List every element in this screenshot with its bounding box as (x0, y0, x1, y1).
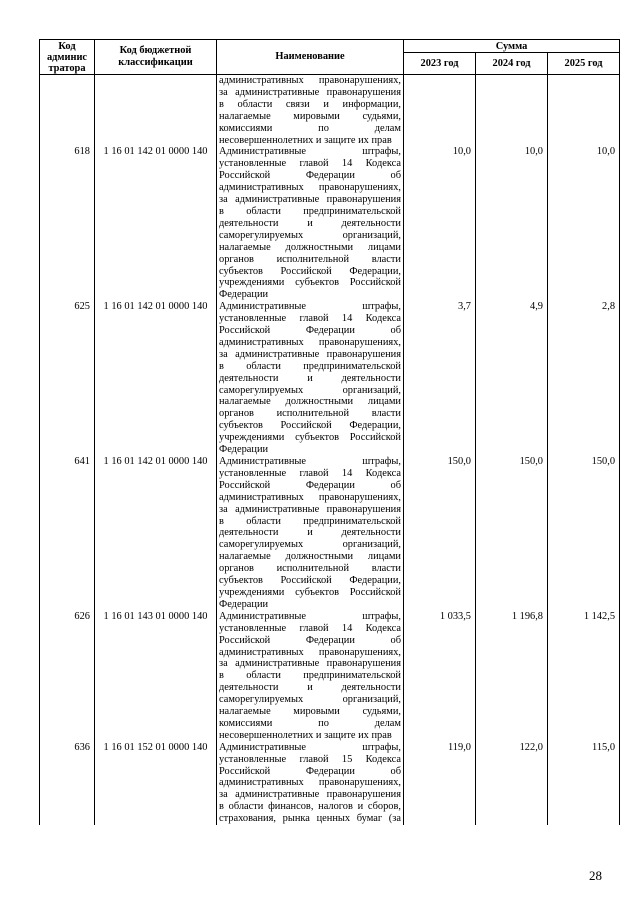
name-line: налагаемые должностными лицами (219, 396, 401, 408)
name-line: в области финансов, налогов и сборов, (219, 801, 401, 813)
sum-2025-cell: 2,8 (548, 301, 620, 456)
kbk-code-cell: 1 16 01 152 01 0000 140 (95, 742, 217, 825)
name-line: Административные штрафы, (219, 146, 401, 158)
name-line: установленные главой 14 Кодекса (219, 158, 401, 170)
name-line: Российской Федерации об (219, 325, 401, 337)
name-line: в области предпринимательской (219, 515, 401, 527)
name-line: страхования, рынка ценных бумаг (за (219, 813, 401, 825)
name-line: Федерации (219, 598, 269, 610)
name-line: за административные правонарушения (219, 348, 401, 360)
table-row (40, 146, 620, 301)
name-line: Административные штрафы, (219, 301, 401, 313)
name-line: административных правонарушениях, (219, 491, 401, 503)
budget-table-page (39, 39, 619, 825)
admin-code-cell: 626 (40, 611, 95, 742)
sum-2025-cell (548, 75, 620, 147)
name-line: установленные главой 14 Кодекса (219, 313, 401, 325)
table-row (40, 742, 620, 825)
header-name: Наименование (217, 40, 404, 75)
name-line: учреждениями субъектов Российской (219, 586, 401, 598)
name-cell (217, 742, 404, 825)
name-line: субъектов Российской Федерации, (219, 265, 401, 277)
sum-2023-cell: 150,0 (404, 456, 476, 611)
sum-2024-cell: 10,0 (476, 146, 548, 301)
header-admin-code: Код админис тратора (40, 40, 95, 75)
name-line: за административные правонарушения (219, 194, 401, 206)
name-line: Административные штрафы, (219, 456, 401, 467)
name-line: административных правонарушениях, (219, 336, 401, 348)
name-line: деятельности и деятельности (219, 372, 401, 384)
name-line: комиссиями по делам (219, 122, 401, 134)
name-line: Российской Федерации об (219, 479, 401, 491)
sum-2023-cell: 10,0 (404, 146, 476, 301)
sum-2024-cell: 122,0 (476, 742, 548, 825)
name-line: установленные главой 15 Кодекса (219, 753, 401, 765)
name-line: в области предпринимательской (219, 205, 401, 217)
name-line: деятельности и деятельности (219, 682, 401, 694)
name-line: деятельности и деятельности (219, 217, 401, 229)
sum-2025-cell: 1 142,5 (548, 611, 620, 742)
header-year-2023: 2023 год (404, 53, 476, 75)
name-line: в области предпринимательской (219, 360, 401, 372)
admin-code-cell: 641 (40, 456, 95, 611)
header-kbk-code: Код бюджетной классификации (95, 40, 217, 75)
name-line: установленные главой 14 Кодекса (219, 622, 401, 634)
sum-2023-cell: 119,0 (404, 742, 476, 825)
name-line: в области связи и информации, (219, 98, 401, 110)
table-row-continuation (40, 75, 620, 147)
sum-2023-cell: 3,7 (404, 301, 476, 456)
name-line: за административные правонарушения (219, 86, 401, 98)
name-line: комиссиями по делам (219, 717, 401, 729)
name-line: несовершеннолетних и защите их прав (219, 134, 392, 146)
name-cell (217, 146, 404, 301)
name-line: за административные правонарушения (219, 658, 401, 670)
name-line: установленные главой 14 Кодекса (219, 467, 401, 479)
kbk-code-cell (95, 75, 217, 147)
name-line: Федерации (219, 444, 269, 456)
name-line: за административные правонарушения (219, 503, 401, 515)
header-year-2024: 2024 год (476, 53, 548, 75)
name-cell (217, 611, 404, 742)
table-row (40, 456, 620, 611)
kbk-code-cell: 1 16 01 142 01 0000 140 (95, 301, 217, 456)
page-number: 28 (589, 868, 602, 883)
sum-2025-cell: 115,0 (548, 742, 620, 825)
name-line: налагаемые должностными лицами (219, 551, 401, 563)
budget-revenue-table (39, 39, 620, 825)
name-line: органов исполнительной власти (219, 408, 401, 420)
name-line: административных правонарушениях, (219, 75, 401, 86)
name-line: саморегулируемых организаций, (219, 229, 401, 241)
name-line: Российской Федерации об (219, 765, 401, 777)
name-line: административных правонарушениях, (219, 777, 401, 789)
name-line: учреждениями субъектов Российской (219, 277, 401, 289)
name-line: Административные штрафы, (219, 741, 401, 753)
sum-2025-cell: 10,0 (548, 146, 620, 301)
name-line: административных правонарушениях, (219, 646, 401, 658)
kbk-code-cell: 1 16 01 142 01 0000 140 (95, 456, 217, 611)
sum-2024-cell: 4,9 (476, 301, 548, 456)
name-cell (217, 75, 404, 147)
admin-code-cell: 625 (40, 301, 95, 456)
sum-2024-cell: 1 196,8 (476, 611, 548, 742)
name-line: Федерации (219, 289, 269, 301)
name-cell (217, 301, 404, 456)
name-line: административных правонарушениях, (219, 182, 401, 194)
name-line: саморегулируемых организаций, (219, 539, 401, 551)
name-line: налагаемые мировыми судьями, (219, 110, 401, 122)
admin-code-cell (40, 75, 95, 147)
sum-2024-cell: 150,0 (476, 456, 548, 611)
name-line: органов исполнительной власти (219, 253, 401, 265)
name-line: субъектов Российской Федерации, (219, 420, 401, 432)
name-line: Российской Федерации об (219, 634, 401, 646)
table-row (40, 301, 620, 456)
sum-2025-cell: 150,0 (548, 456, 620, 611)
name-line: органов исполнительной власти (219, 563, 401, 575)
sum-2024-cell (476, 75, 548, 147)
name-line: субъектов Российской Федерации, (219, 575, 401, 587)
header-sum: Сумма (404, 40, 620, 53)
name-cell (217, 456, 404, 611)
kbk-code-cell: 1 16 01 143 01 0000 140 (95, 611, 217, 742)
name-line: в области предпринимательской (219, 670, 401, 682)
name-line: деятельности и деятельности (219, 527, 401, 539)
name-line: налагаемые должностными лицами (219, 241, 401, 253)
name-line: Административные штрафы, (219, 610, 401, 622)
sum-2023-cell (404, 75, 476, 147)
name-line: учреждениями субъектов Российской (219, 432, 401, 444)
table-row (40, 611, 620, 742)
name-line: саморегулируемых организаций, (219, 694, 401, 706)
name-line: налагаемые мировыми судьями, (219, 706, 401, 718)
sum-2023-cell: 1 033,5 (404, 611, 476, 742)
name-line: за административные правонарушения (219, 789, 401, 801)
admin-code-cell: 618 (40, 146, 95, 301)
name-line: несовершеннолетних и защите их прав (219, 729, 392, 741)
name-line: Российской Федерации об (219, 170, 401, 182)
kbk-code-cell: 1 16 01 142 01 0000 140 (95, 146, 217, 301)
name-line: саморегулируемых организаций, (219, 384, 401, 396)
admin-code-cell: 636 (40, 742, 95, 825)
header-year-2025: 2025 год (548, 53, 620, 75)
